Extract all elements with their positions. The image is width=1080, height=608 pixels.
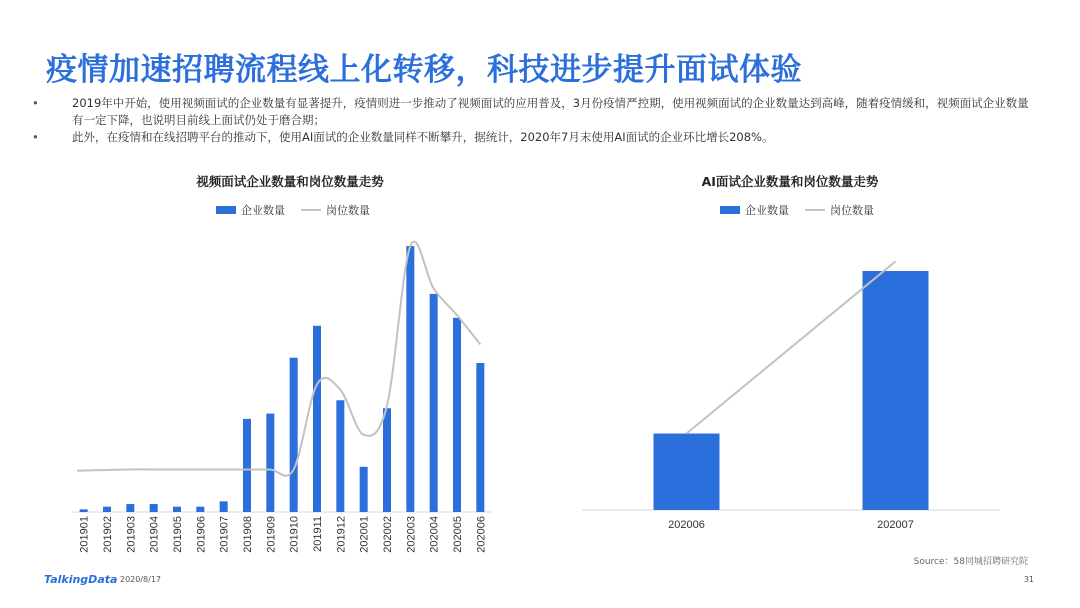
footer-date: 2020/8/17 — [120, 575, 162, 584]
chart-title-ai: AI面试企业数量和岗位数量走势 — [701, 174, 879, 189]
x-tick-label: 201907 — [218, 516, 231, 553]
x-tick-label: 202005 — [452, 516, 464, 553]
source-note: Source：58同城招聘研究院 — [913, 557, 1028, 567]
x-tick-label: 202006 — [668, 519, 705, 531]
x-tick-label: 202002 — [382, 516, 394, 553]
x-tick-label: 202004 — [428, 516, 441, 553]
x-tick-label: 201903 — [125, 516, 138, 553]
legend-label: 岗位数量 — [830, 204, 874, 217]
x-tick-label: 201904 — [148, 516, 161, 553]
page-title: 疫情加速招聘流程线上化转移，科技进步提升面试体验 — [46, 52, 802, 88]
x-tick-label: 201908 — [242, 516, 254, 553]
x-tick-label: 201902 — [102, 516, 114, 553]
x-tick-label: 202001 — [358, 516, 371, 553]
bullet-item: • 此外，在疫情和在线招聘平台的推动下，使用AI面试的企业数量同样不断攀升，据统计，2020年7月末使用AI面试的企业环比增长208%。 — [30, 129, 1040, 146]
x-tick-label: 201905 — [172, 516, 184, 553]
bar-company-count — [863, 271, 929, 510]
x-tick-label: 201910 — [288, 516, 301, 553]
legend-label: 企业数量 — [745, 204, 789, 217]
bar-company-count — [654, 434, 720, 510]
x-tick-label: 201912 — [335, 516, 348, 553]
chart-title-video: 视频面试企业数量和岗位数量走势 — [196, 174, 384, 189]
x-tick-label: 201906 — [195, 516, 208, 553]
bullet-item: • 2019年中开始，使用视频面试的企业数量有显著提升，疫情则进一步推动了视频面试的应用普及，3月份疫情严控期，使用视频面试的企业数量达到高峰，随着疫情缓和，视频面试企业数量有一定下降，也说明目前线上面试仍处于磨合期； — [30, 95, 1040, 129]
x-tick-label: 201911 — [312, 516, 324, 552]
x-tick-label: 202007 — [877, 519, 914, 531]
legend-label: 岗位数量 — [326, 204, 370, 217]
x-tick-label: 202003 — [405, 516, 418, 553]
page-number: 31 — [1023, 575, 1034, 584]
x-tick-label: 201901 — [78, 516, 91, 553]
x-tick-label: 202006 — [475, 516, 488, 553]
brand-logo: TalkingData — [44, 573, 118, 586]
x-tick-label: 201909 — [265, 516, 278, 553]
legend-label: 企业数量 — [241, 204, 285, 217]
